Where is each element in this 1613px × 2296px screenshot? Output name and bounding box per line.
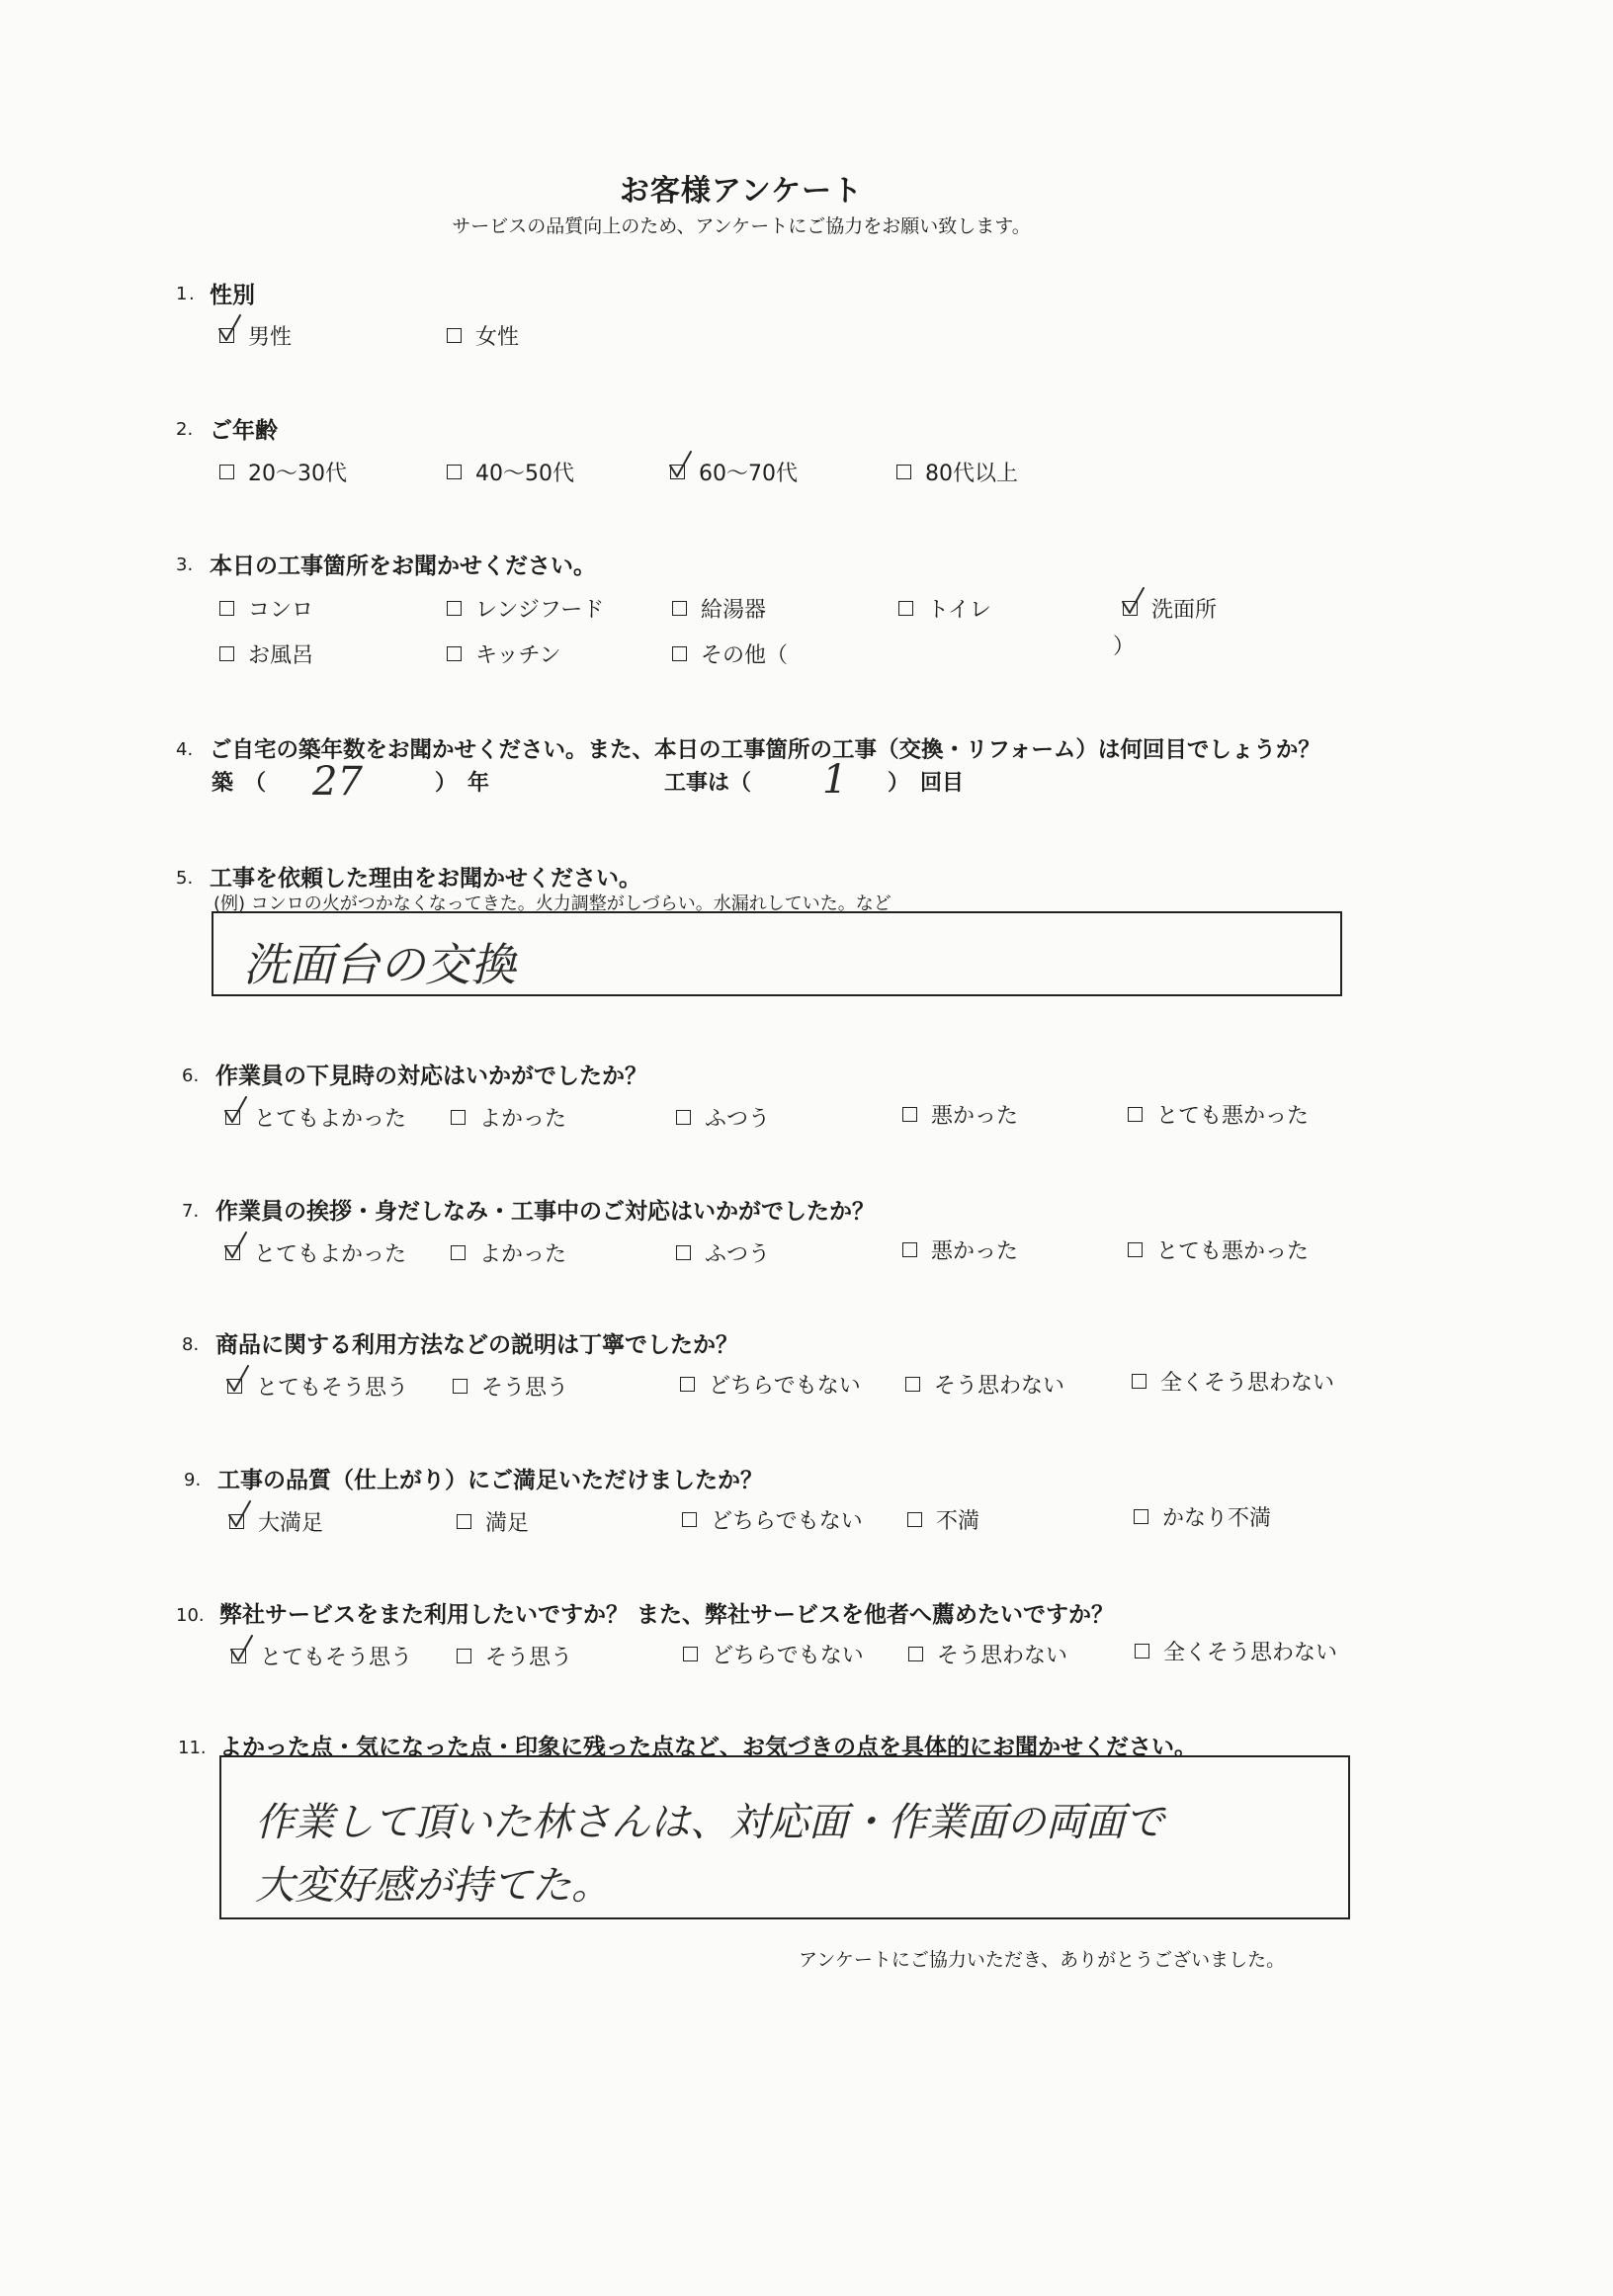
q1-number: 1 [176,284,188,304]
q4-count-suffix: ） 回目 [888,771,965,796]
q4-count-prefix: 工事は（ [664,771,752,796]
checkbox[interactable] [225,1245,240,1260]
checkbox[interactable] [447,601,462,616]
check-mark-icon [1120,586,1146,616]
q8-option-agree[interactable] [453,1371,568,1402]
q8-option-neutral[interactable] [680,1369,861,1400]
checkbox[interactable] [672,646,687,661]
checkbox[interactable] [457,1514,471,1529]
option-label: 不満 [936,1509,980,1534]
q9-option-very-dissatisfied[interactable] [1134,1501,1271,1532]
option-label: とても悪かった [1156,1239,1310,1264]
option-label: ふつう [705,1242,771,1267]
checkbox[interactable] [896,465,911,479]
q3-text: 本日の工事箇所をお聞かせください。 [210,553,596,579]
checkbox[interactable] [229,1514,244,1529]
q5-text: 工事を依頼した理由をお聞かせください。 [210,866,641,892]
q3-option-water-heater[interactable] [672,593,766,624]
option-label: どちらでもない [712,1644,864,1668]
q1-dot: . [189,284,195,304]
checkbox[interactable] [447,646,462,661]
q5-answer-text: 洗面台の交換 [243,938,516,991]
q3-option-konro[interactable] [219,593,313,624]
q9-option-neutral[interactable] [682,1504,863,1535]
q6-option-normal[interactable] [676,1102,770,1133]
option-label: とてもそう思う [260,1646,413,1670]
q3-option-washroom[interactable] [1123,593,1217,624]
check-mark-icon [224,1364,250,1394]
q9-text: 工事の品質（仕上がり）にご満足いただけましたか？ [217,1468,763,1493]
option-label: その他（ [701,643,789,668]
check-mark-icon [226,1499,252,1529]
q2-option-40-50[interactable] [447,457,574,487]
checkbox[interactable] [908,1647,923,1661]
q4-age-suffix: ） 年 [435,771,490,796]
q11-text: よかった点・気になった点・印象に残った点など、お気づきの点を具体的にお聞かせください。 [219,1735,1197,1760]
option-label: 80代以上 [925,462,1018,486]
option-label: 全くそう思わない [1163,1641,1338,1665]
q3-option-kitchen[interactable] [447,638,560,669]
checkbox[interactable] [451,1110,466,1125]
option-label: お風呂 [248,643,314,668]
q7-option-normal[interactable] [676,1237,770,1268]
checkbox[interactable] [447,465,462,479]
q5-answer-box[interactable] [212,911,1342,996]
q3-option-range-hood[interactable] [447,593,604,624]
survey-title: お客様アンケート [619,174,864,209]
option-label: そう思う [485,1646,573,1670]
checkbox[interactable] [902,1107,917,1122]
checkbox[interactable] [219,646,234,661]
q7-option-good[interactable] [451,1237,566,1268]
q2-option-80[interactable] [896,457,1018,487]
q6-option-good[interactable] [451,1102,566,1133]
q6-text: 作業員の下見時の対応はいかがでしたか？ [215,1063,647,1089]
option-label: どちらでもない [709,1374,861,1399]
option-label: とても悪かった [1156,1104,1310,1129]
q7-text: 作業員の挨拶・身だしなみ・工事中のご対応はいかがでしたか？ [215,1199,875,1225]
option-label: そう思わない [934,1374,1065,1399]
q11-answer-line-2: 大変好感が持てた。 [255,1863,611,1909]
checkbox[interactable] [1128,1242,1143,1257]
footer-thanks: アンケートにご協力いただき、ありがとうございました。 [799,1949,1286,1971]
q3-number: 3. [176,554,194,575]
option-label: 女性 [475,325,520,350]
checkbox[interactable] [676,1110,691,1125]
option-label: 悪かった [931,1104,1019,1129]
checkbox[interactable] [1135,1644,1149,1658]
option-label: ふつう [705,1107,771,1132]
checkbox[interactable] [231,1649,246,1663]
option-label: 20～30代 [248,462,347,486]
q5-number: 5. [176,868,194,889]
checkbox[interactable] [680,1377,695,1392]
checkbox[interactable] [1123,601,1138,616]
checkbox[interactable] [902,1242,917,1257]
q10-text: 弊社サービスをまた利用したいですか？ また、弊社サービスを他者へ薦めたいですか？ [219,1602,1115,1628]
q6-option-very-good[interactable] [225,1102,406,1133]
option-label: 40～50代 [475,462,574,486]
option-label: コンロ [248,598,314,623]
option-label: かなり不満 [1162,1506,1272,1531]
checkbox[interactable] [225,1110,240,1125]
option-label: とてもよかった [254,1242,407,1267]
q7-number: 7. [182,1201,200,1222]
checkbox[interactable] [219,328,234,343]
option-label: 全くそう思わない [1160,1371,1335,1396]
option-label: 洗面所 [1151,598,1218,623]
option-label: とてもそう思う [256,1376,409,1401]
q1-option-male[interactable] [219,320,292,351]
q11-number: 11. [178,1738,207,1758]
checkbox[interactable] [672,601,687,616]
q9-option-very-satisfied[interactable] [229,1506,323,1537]
q10-option-strongly-agree[interactable] [231,1641,412,1671]
q8-option-strongly-disagree[interactable] [1132,1366,1334,1397]
q2-text: ご年齢 [210,418,278,444]
option-label: どちらでもない [711,1509,863,1534]
q9-option-satisfied[interactable] [457,1506,529,1537]
checkbox[interactable] [1134,1509,1148,1524]
q6-number: 6. [182,1065,200,1086]
option-label: レンジフード [475,598,605,623]
check-mark-icon [222,1095,248,1125]
checkbox[interactable] [905,1377,920,1392]
option-label: とてもよかった [254,1107,407,1132]
checkbox[interactable] [219,601,234,616]
option-label: トイレ [927,598,991,623]
q3-other-close-paren: ） [1113,635,1136,659]
checkbox[interactable] [227,1379,242,1394]
q11-answer-box[interactable] [219,1755,1350,1919]
option-label: 給湯器 [701,598,767,623]
option-label: 悪かった [931,1239,1019,1264]
q4-age-prefix: 築 （ [212,771,267,796]
q1-option-female[interactable] [447,320,519,351]
option-label: 60～70代 [699,462,798,486]
checkbox[interactable] [683,1647,698,1661]
option-label: そう思わない [937,1644,1068,1668]
q9-option-dissatisfied[interactable] [907,1504,979,1535]
q4-count-value[interactable]: 1 [822,757,848,803]
q9-number: 9. [184,1470,202,1490]
q2-number: 2. [176,419,194,440]
q1-text: 性別 [210,283,255,308]
option-label: 大満足 [258,1511,324,1536]
q8-number: 8. [182,1334,200,1355]
checkbox[interactable] [907,1512,922,1527]
checkbox[interactable] [451,1245,466,1260]
q10-option-neutral[interactable] [683,1639,864,1669]
checkbox[interactable] [676,1245,691,1260]
q4-text: ご自宅の築年数をお聞かせください。また、本日の工事箇所の工事（交換・リフォーム）は何回目でしょうか？ [210,737,1320,763]
check-mark-icon [667,450,693,479]
option-label: よかった [479,1107,567,1132]
q10-number: 10. [176,1605,205,1626]
q2-option-20-30[interactable] [219,457,347,487]
q7-option-very-bad[interactable] [1128,1234,1309,1265]
option-label: 男性 [248,325,293,350]
q3-option-toilet[interactable] [898,593,991,624]
check-mark-icon [228,1634,254,1663]
q3-option-other[interactable] [672,638,788,669]
q7-option-bad[interactable] [902,1234,1018,1265]
option-label: キッチン [475,643,561,668]
q6-option-bad[interactable] [902,1099,1018,1130]
checkbox[interactable] [219,465,234,479]
checkbox[interactable] [898,601,913,616]
q6-option-very-bad[interactable] [1128,1099,1309,1130]
q8-text: 商品に関する利用方法などの説明は丁寧でしたか？ [215,1332,738,1358]
checkbox[interactable] [1128,1107,1143,1122]
option-label: 満足 [485,1511,530,1536]
q4-age-value[interactable]: 27 [312,759,363,805]
checkbox[interactable] [447,328,462,343]
checkbox[interactable] [1132,1374,1146,1389]
q10-option-strongly-disagree[interactable] [1135,1636,1337,1666]
q7-option-very-good[interactable] [225,1237,406,1268]
checkbox[interactable] [453,1379,467,1394]
checkbox[interactable] [457,1649,471,1663]
check-mark-icon [222,1231,248,1260]
option-label: よかった [479,1242,567,1267]
q8-option-strongly-agree[interactable] [227,1371,408,1402]
q11-answer-line-1: 作業して頂いた林さんは、対応面・作業面の両面で [255,1800,1164,1845]
q5-example: (例) コンロの火がつかなくなってきた。火力調整がしづらい。水漏れしていた。など [213,893,891,914]
q10-option-disagree[interactable] [908,1639,1067,1669]
option-label: そう思う [481,1376,569,1401]
q8-option-disagree[interactable] [905,1369,1064,1400]
q3-option-bath[interactable] [219,638,313,669]
checkbox[interactable] [670,465,685,479]
check-mark-icon [216,313,242,343]
survey-subtitle: サービスの品質向上のため、アンケートにご協力をお願い致します。 [452,215,1031,237]
checkbox[interactable] [682,1512,697,1527]
q10-option-agree[interactable] [457,1641,572,1671]
q2-option-60-70[interactable] [670,457,798,487]
q4-number: 4. [176,739,194,760]
